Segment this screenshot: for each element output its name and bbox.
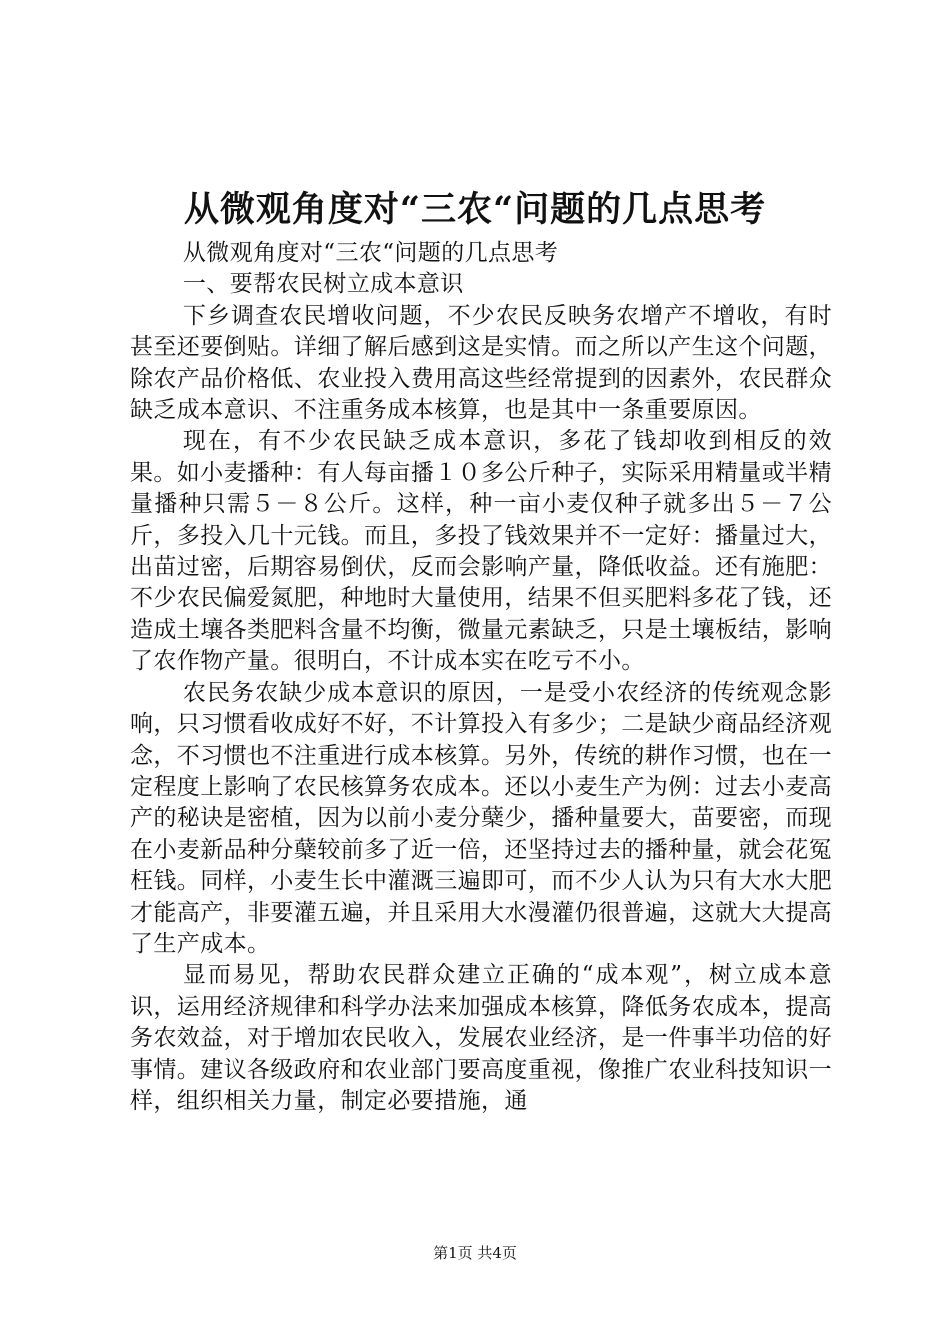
paragraph: 显而易见，帮助农民群众建立正确的“成本观”，树立成本意识，运用经济规律和科学办法来加强成本核算，降低务农成本，提高务农效益，对于增加农民收入，发展农业经济，是一件事半功倍的好事情。建议各级政府和农业部门要高度重视，像推广农业科技知识一样，组织相关力量，制定必要措施，通 [130,962,832,1114]
paragraph: 现在，有不少农民缺乏成本意识，多花了钱却收到相反的效果。如小麦播种：有人每亩播１０多公斤种子，实际采用精量或半精量播种只需５－８公斤。这样，种一亩小麦仅种子就多出５－７公斤，多投入几十元钱。而且，多投了钱效果并不一定好：播量过大，出苗过密，后期容易倒伏，反而会影响产量，降低收益。还有施肥：不少农民偏爱氮肥，种地时大量使用，结果不但买肥料多花了钱，还造成土壤各类肥料含量不均衡，微量元素缺乏，只是土壤板结，影响了农作物产量。很明白，不计成本实在吃亏不小。 [130,428,832,675]
document-title: 从微观角度对“三农“问题的几点思考 [183,189,767,230]
paragraph: 下乡调查农民增收问题，不少农民反映务农增产不增收，有时甚至还要倒贴。详细了解后感到这是实情。而之所以产生这个问题，除农产品价格低、农业投入费用高这些经常提到的因素外，农民群众缺乏成本意识、不注重务成本核算，也是其中一条重要原因。 [130,302,832,424]
paragraph-section-heading: 一、要帮农民树立成本意识 [182,271,464,298]
page-footer: 第1页 共4页 [433,1244,517,1262]
document-body [130,238,832,1117]
paragraph-subtitle: 从微观角度对“三农“问题的几点思考 [182,240,559,266]
paragraph: 农民务农缺少成本意识的原因，一是受小农经济的传统观念影响，只习惯看收成好不好，不计算投入有多少；二是缺少商品经济观念，不习惯也不注重进行成本核算。另外，传统的耕作习惯，也在一定程度上影响了农民核算务农成本。还以小麦生产为例：过去小麦高产的秘诀是密植，因为以前小麦分蘖少，播种量要大，苗要密，而现在小麦新品种分蘖较前多了近一倍，还坚持过去的播种量，就会花冤枉钱。同样，小麦生长中灌溉三遍即可，而不少人认为只有大水大肥才能高产，非要灌五遍，并且采用大水漫灌仍很普遍，这就大大提高了生产成本。 [130,679,832,957]
